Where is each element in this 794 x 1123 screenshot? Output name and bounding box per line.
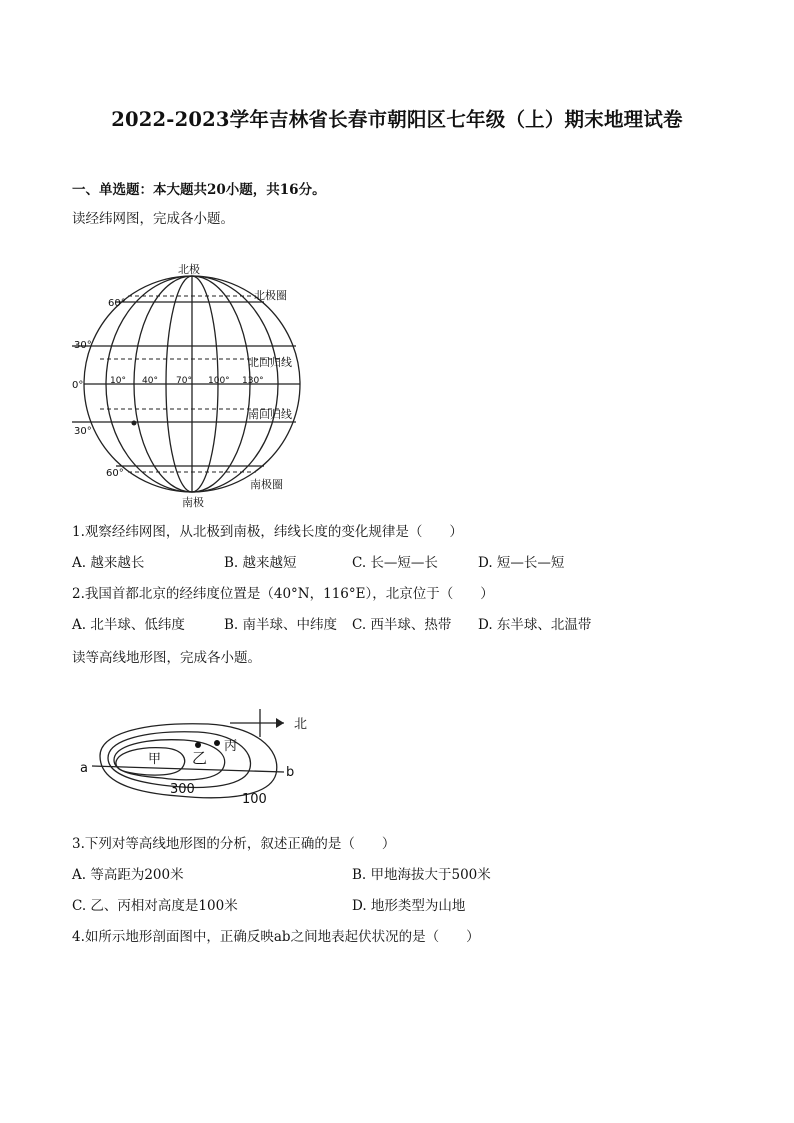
q3-option-a: A. 等高距为200米 — [72, 867, 184, 883]
q2-option-a: A. 北半球、低纬度 — [72, 617, 185, 633]
q1-option-a: A. 越来越长 — [72, 555, 145, 571]
intro-contour: 读等高线地形图，完成各小题。 — [72, 650, 261, 666]
tropic-cancer-label: 北回归线 — [248, 356, 292, 369]
contour-300-label: 300 — [170, 782, 195, 797]
contour-100-label: 100 — [242, 792, 267, 807]
lon-10-label: 10° — [110, 376, 126, 386]
lat-0-label: 0° — [72, 380, 84, 391]
lat-30s-label: 30° — [74, 426, 92, 437]
point-yi-dot — [195, 742, 201, 748]
latlon-grid-figure — [70, 262, 310, 512]
lat-60n-label: 60° — [108, 298, 126, 309]
page-title: 2022-2023学年吉林省长春市朝阳区七年级（上）期末地理试卷 — [111, 108, 683, 131]
north-pole-label: 北极 — [178, 263, 200, 276]
q2-option-d: D. 东半球、北温带 — [478, 617, 592, 633]
antarctic-circle-label: 南极圈 — [250, 478, 283, 491]
q2-stem: 2.我国首都北京的经纬度位置是（40°N，116°E），北京位于（ ） — [72, 586, 494, 602]
south-pole-label: 南极 — [182, 496, 204, 509]
q1-option-b: B. 越来越短 — [224, 555, 297, 571]
point-bing-label: 丙 — [224, 739, 238, 754]
north-label: 北 — [294, 717, 308, 732]
arctic-circle-label: 北极圈 — [254, 289, 287, 302]
q2-option-b: B. 南半球、中纬度 — [224, 617, 338, 633]
q1-option-c: C. 长—短—长 — [352, 555, 438, 571]
point-yi-label: 乙 — [192, 749, 208, 767]
lon-40-label: 40° — [142, 376, 158, 386]
lat-60s-label: 60° — [106, 468, 124, 479]
q2-option-c: C. 西半球、热带 — [352, 617, 452, 633]
point-a-label: a — [80, 761, 88, 776]
q4-stem: 4.如所示地形剖面图中，正确反映ab之间地表起伏状况的是（ ） — [72, 929, 480, 945]
lon-70-label: 70° — [176, 376, 192, 386]
section-heading: 一、单选题：本大题共20小题，共16分。 — [72, 182, 326, 198]
north-arrowhead — [276, 718, 284, 728]
profile-line-ab — [92, 766, 284, 772]
contour-map-figure — [78, 704, 318, 808]
point-b-label: b — [286, 765, 295, 780]
tropic-capricorn-label: 南回归线 — [248, 408, 292, 421]
marker-dot — [132, 421, 137, 426]
q3-option-d: D. 地形类型为山地 — [352, 898, 466, 914]
lon-130-label: 130° — [242, 376, 264, 386]
q1-option-d: D. 短—长—短 — [478, 555, 565, 571]
lat-30n-label: 30° — [74, 340, 92, 351]
lon-100-label: 100° — [208, 376, 230, 386]
q1-stem: 1.观察经纬网图，从北极到南极，纬线长度的变化规律是（ ） — [72, 524, 463, 540]
intro-latlon: 读经纬网图，完成各小题。 — [72, 211, 234, 227]
point-jia-label: 甲 — [148, 752, 162, 767]
q3-option-b: B. 甲地海拔大于500米 — [352, 867, 491, 883]
q3-option-c: C. 乙、丙相对高度是100米 — [72, 898, 238, 914]
point-bing-dot — [214, 740, 220, 746]
q3-stem: 3.下列对等高线地形图的分析，叙述正确的是（ ） — [72, 836, 396, 852]
